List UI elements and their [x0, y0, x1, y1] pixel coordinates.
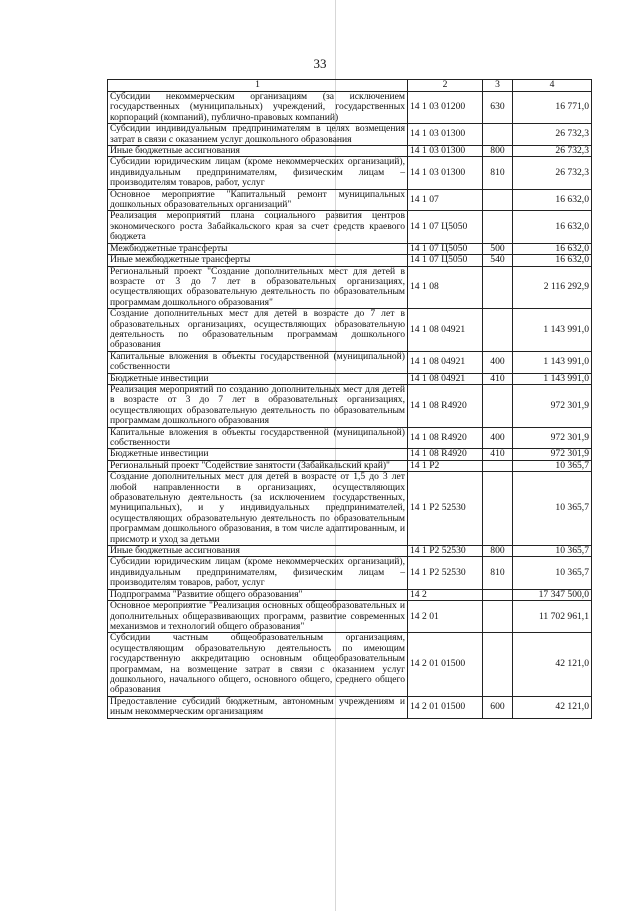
row-amount: 10 365,7 [513, 460, 592, 471]
row-expense-type: 800 [483, 146, 513, 157]
table-row [108, 146, 592, 157]
page-number: 33 [313, 56, 327, 71]
row-name: Подпрограмма "Развитие общего образования" [108, 589, 408, 600]
row-expense-type [483, 266, 513, 309]
table-row [108, 157, 592, 189]
row-name: Субсидии частным общеобразовательным организациям, осуществляющим образовательную деятельность по имеющим государственную аккредитацию основным общеобразовательным программам, на возмещение затрат в связи с оказанием услуг дошкольного, начального общего, основного общего, среднего общего образования [108, 633, 408, 696]
row-name: Субсидии индивидуальным предпринимателям в целях возмещения затрат в связи с оказанием услуг дошкольного образования [108, 124, 408, 146]
row-code: 14 1 08 R4920 [408, 427, 483, 449]
row-amount: 16 632,0 [513, 243, 592, 254]
row-name: Субсидии юридическим лицам (кроме некоммерческих организаций), индивидуальным предпринимателям, физическим лицам – производителям товаров, работ, услуг [108, 557, 408, 589]
row-amount: 16 632,0 [513, 211, 592, 243]
table-row [108, 557, 592, 589]
row-code: 14 1 07 [408, 189, 483, 211]
table-row [108, 384, 592, 427]
row-expense-type: 600 [483, 696, 513, 718]
table-header-row [108, 80, 592, 92]
table-row [108, 696, 592, 718]
row-amount: 1 143 991,0 [513, 309, 592, 352]
row-code: 14 1 08 04921 [408, 351, 483, 373]
row-expense-type: 410 [483, 373, 513, 384]
row-code: 14 1 07 Ц5050 [408, 255, 483, 266]
row-expense-type [483, 460, 513, 471]
table-row [108, 211, 592, 243]
row-expense-type [483, 633, 513, 696]
row-name: Межбюджетные трансферты [108, 243, 408, 254]
header-col-1: 1 [108, 80, 408, 92]
row-amount: 1 143 991,0 [513, 351, 592, 373]
row-name: Создание дополнительных мест для детей в возрасте от 1,5 до 3 лет любой направленности в организациях, осуществляющих образовательную деятельность (за исключением государственных, муниципальных), и у индивидуальных предпринимателей, осуществляющих образовательную деятельность по образовательным программам дошкольного образования, в том числе адаптированным, и присмотр и уход за детьми [108, 472, 408, 546]
row-code: 14 1 P2 [408, 460, 483, 471]
row-code: 14 1 08 R4920 [408, 449, 483, 460]
table-row [108, 460, 592, 471]
row-name: Реализация мероприятий плана социального развития центров экономического роста Забайкальского края за счет средств краевого бюджета [108, 211, 408, 243]
header-col-3: 3 [483, 80, 513, 92]
row-expense-type [483, 384, 513, 427]
row-amount: 10 365,7 [513, 557, 592, 589]
row-amount: 10 365,7 [513, 546, 592, 557]
row-amount: 42 121,0 [513, 696, 592, 718]
row-expense-type [483, 189, 513, 211]
table-row [108, 373, 592, 384]
row-code: 14 1 08 04921 [408, 373, 483, 384]
row-amount: 11 702 961,1 [513, 601, 592, 633]
row-expense-type: 810 [483, 157, 513, 189]
row-name: Капитальные вложения в объекты государственной (муниципальной) собственности [108, 427, 408, 449]
table-row [108, 449, 592, 460]
row-amount: 26 732,3 [513, 124, 592, 146]
table-row [108, 601, 592, 633]
row-name: Основное мероприятие "Реализация основных общеобразовательных и дополнительных общеразвивающих программ, развитие современных механизмов и технологий общего образования" [108, 601, 408, 633]
row-expense-type [483, 309, 513, 352]
row-amount: 10 365,7 [513, 472, 592, 546]
row-name: Иные бюджетные ассигнования [108, 146, 408, 157]
row-code: 14 1 P2 52530 [408, 557, 483, 589]
row-amount: 2 116 292,9 [513, 266, 592, 309]
row-amount: 17 347 500,0 [513, 589, 592, 600]
header-col-2: 2 [408, 80, 483, 92]
row-amount: 16 632,0 [513, 189, 592, 211]
table-row [108, 189, 592, 211]
table-row [108, 266, 592, 309]
row-name: Региональный проект "Создание дополнительных мест для детей в возрасте от 3 до 7 лет в образовательных организациях, осуществляющих образовательную деятельность по образовательным программам дошкольного образования" [108, 266, 408, 309]
row-amount: 972 301,9 [513, 427, 592, 449]
row-name: Субсидии некоммерческим организациям (за исключением государственных (муниципальных) учреждений, государственных корпораций (компаний), публично-правовых компаний) [108, 92, 408, 124]
row-amount: 16 771,0 [513, 92, 592, 124]
row-code: 14 2 01 [408, 601, 483, 633]
row-amount: 972 301,9 [513, 449, 592, 460]
header-col-4: 4 [513, 80, 592, 92]
row-expense-type [483, 211, 513, 243]
table-row [108, 92, 592, 124]
row-name: Создание дополнительных мест для детей в возрасте до 7 лет в образовательных организациях, осуществляющих образовательную деятельность по образовательным программам дошкольного образования [108, 309, 408, 352]
table-row [108, 255, 592, 266]
row-expense-type: 500 [483, 243, 513, 254]
row-amount: 42 121,0 [513, 633, 592, 696]
table-row [108, 427, 592, 449]
row-expense-type: 810 [483, 557, 513, 589]
row-expense-type: 400 [483, 351, 513, 373]
row-name: Основное мероприятие "Капитальный ремонт муниципальных дошкольных образовательных организаций" [108, 189, 408, 211]
row-code: 14 2 01 01500 [408, 633, 483, 696]
row-amount: 26 732,3 [513, 157, 592, 189]
table-row [108, 124, 592, 146]
budget-table [107, 79, 592, 719]
table-body [108, 92, 592, 719]
row-code: 14 1 08 [408, 266, 483, 309]
table-row [108, 546, 592, 557]
row-code: 14 2 [408, 589, 483, 600]
row-expense-type: 400 [483, 427, 513, 449]
table-row [108, 589, 592, 600]
row-amount: 16 632,0 [513, 255, 592, 266]
table-row [108, 309, 592, 352]
row-code: 14 1 P2 52530 [408, 546, 483, 557]
row-expense-type: 800 [483, 546, 513, 557]
row-code: 14 2 01 01500 [408, 696, 483, 718]
table-row [108, 351, 592, 373]
row-name: Капитальные вложения в объекты государственной (муниципальной) собственности [108, 351, 408, 373]
row-name: Реализация мероприятий по созданию дополнительных мест для детей в возрасте от 3 до 7 лет в образовательных организациях, осуществляющих образовательную деятельность по образовательным программам дошкольного образования [108, 384, 408, 427]
row-name: Предоставление субсидий бюджетным, автономным учреждениям и иным некоммерческим организациям [108, 696, 408, 718]
table-row [108, 633, 592, 696]
table-row [108, 243, 592, 254]
row-name: Субсидии юридическим лицам (кроме некоммерческих организаций), индивидуальным предпринимателям, физическим лицам – производителям товаров, работ, услуг [108, 157, 408, 189]
row-name: Иные бюджетные ассигнования [108, 546, 408, 557]
row-expense-type [483, 601, 513, 633]
row-name: Иные межбюджетные трансферты [108, 255, 408, 266]
row-expense-type: 630 [483, 92, 513, 124]
row-code: 14 1 07 Ц5050 [408, 243, 483, 254]
row-amount: 1 143 991,0 [513, 373, 592, 384]
row-expense-type: 540 [483, 255, 513, 266]
row-name: Бюджетные инвестиции [108, 449, 408, 460]
row-expense-type [483, 472, 513, 546]
row-expense-type: 410 [483, 449, 513, 460]
table-row [108, 472, 592, 546]
row-code: 14 1 07 Ц5050 [408, 211, 483, 243]
row-code: 14 1 03 01300 [408, 124, 483, 146]
row-code: 14 1 03 01200 [408, 92, 483, 124]
row-code: 14 1 08 04921 [408, 309, 483, 352]
row-name: Региональный проект "Содействие занятости (Забайкальский край)" [108, 460, 408, 471]
row-code: 14 1 P2 52530 [408, 472, 483, 546]
row-code: 14 1 08 R4920 [408, 384, 483, 427]
row-amount: 26 732,3 [513, 146, 592, 157]
row-expense-type [483, 124, 513, 146]
row-expense-type [483, 589, 513, 600]
row-code: 14 1 03 01300 [408, 157, 483, 189]
row-code: 14 1 03 01300 [408, 146, 483, 157]
row-name: Бюджетные инвестиции [108, 373, 408, 384]
row-amount: 972 301,9 [513, 384, 592, 427]
